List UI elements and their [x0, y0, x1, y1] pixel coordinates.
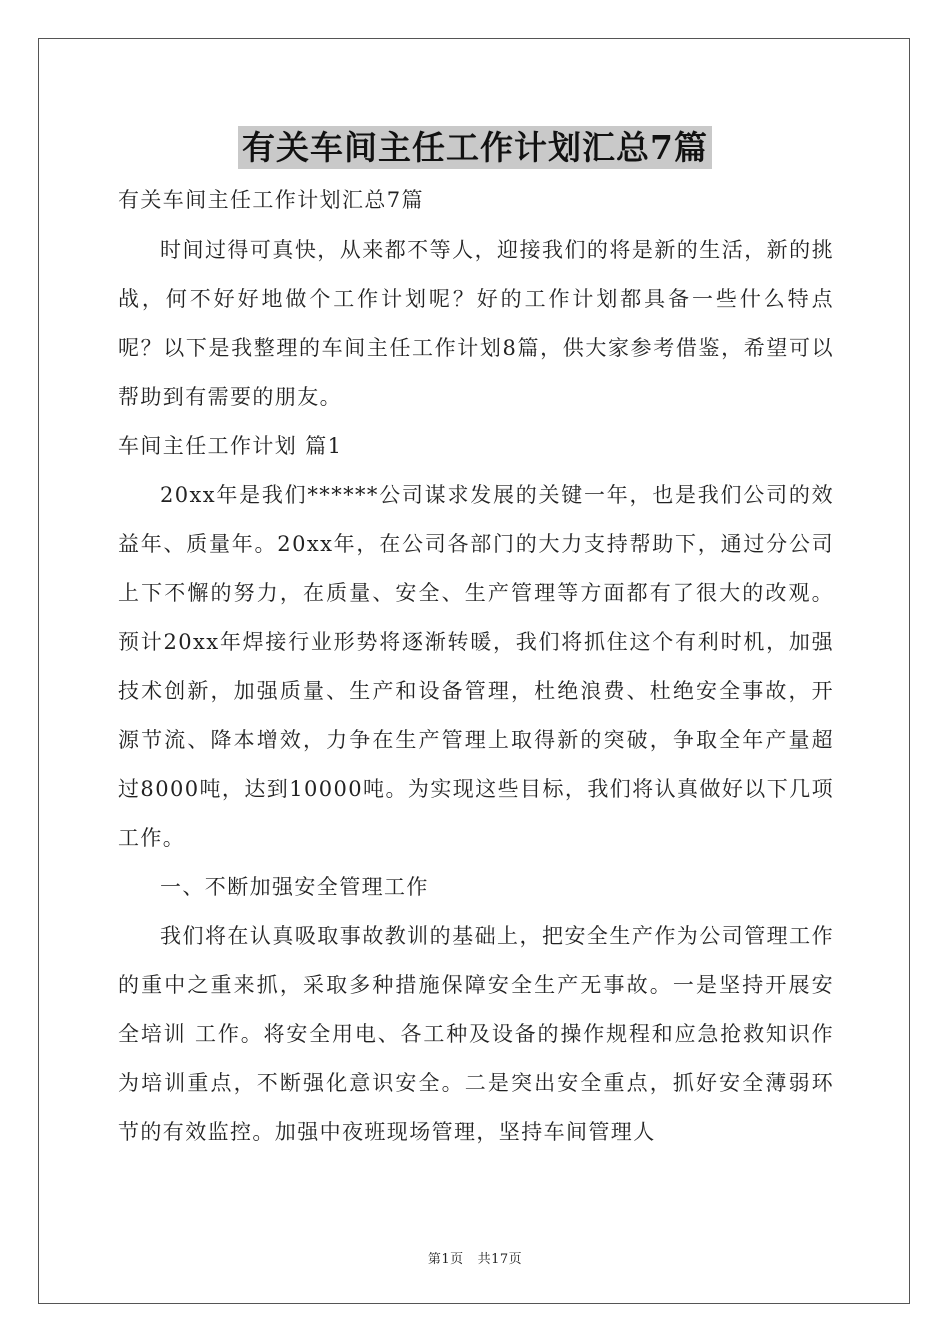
page-total: 共17页 — [477, 1252, 523, 1267]
section-item-heading: 一、不断加强安全管理工作 — [160, 875, 429, 899]
document-subtitle: 有关车间主任工作计划汇总7篇 — [118, 188, 424, 212]
document-body — [118, 178, 834, 1157]
section-paragraph: 我们将在认真吸取事故教训的基础上，把安全生产作为公司管理工作的重中之重来抓，采取多种措施保障安全生产无事故。一是坚持开展安全培训 工作。将安全用电、各工种及设备的操作规程和应急抢救知识作为培训重点，不断强化意识安全。二是突出安全重点，抓好安全薄弱环节的有效监控。加强中夜班现场管理，坚持车间管理人 — [118, 924, 834, 1144]
section-heading: 车间主任工作计划 篇1 — [118, 434, 343, 458]
page-footer — [0, 1248, 950, 1267]
document-title — [0, 122, 950, 169]
intro-paragraph: 时间过得可真快，从来都不等人，迎接我们的将是新的生活，新的挑战，何不好好地做个工作计划呢？好的工作计划都具备一些什么特点呢？以下是我整理的车间主任工作计划8篇，供大家参考借鉴，希望可以帮助到有需要的朋友。 — [118, 238, 834, 409]
section-paragraph: 20xx年是我们******公司谋求发展的关键一年，也是我们公司的效益年、质量年。20xx年，在公司各部门的大力支持帮助下，通过分公司上下不懈的努力，在质量、安全、生产管理等方面都有了很大的改观。预计20xx年焊接行业形势将逐渐转暖，我们将抓住这个有利时机，加强技术创新，加强质量、生产和设备管理，杜绝浪费、杜绝安全事故，开源节流、降本增效，力争在生产管理上取得新的突破，争取全年产量超过8000吨，达到10000吨。为实现这些目标，我们将认真做好以下几项工作。 — [118, 483, 834, 850]
page-number: 第1页 — [427, 1252, 464, 1267]
document-title-text: 有关车间主任工作计划汇总7篇 — [238, 126, 712, 169]
